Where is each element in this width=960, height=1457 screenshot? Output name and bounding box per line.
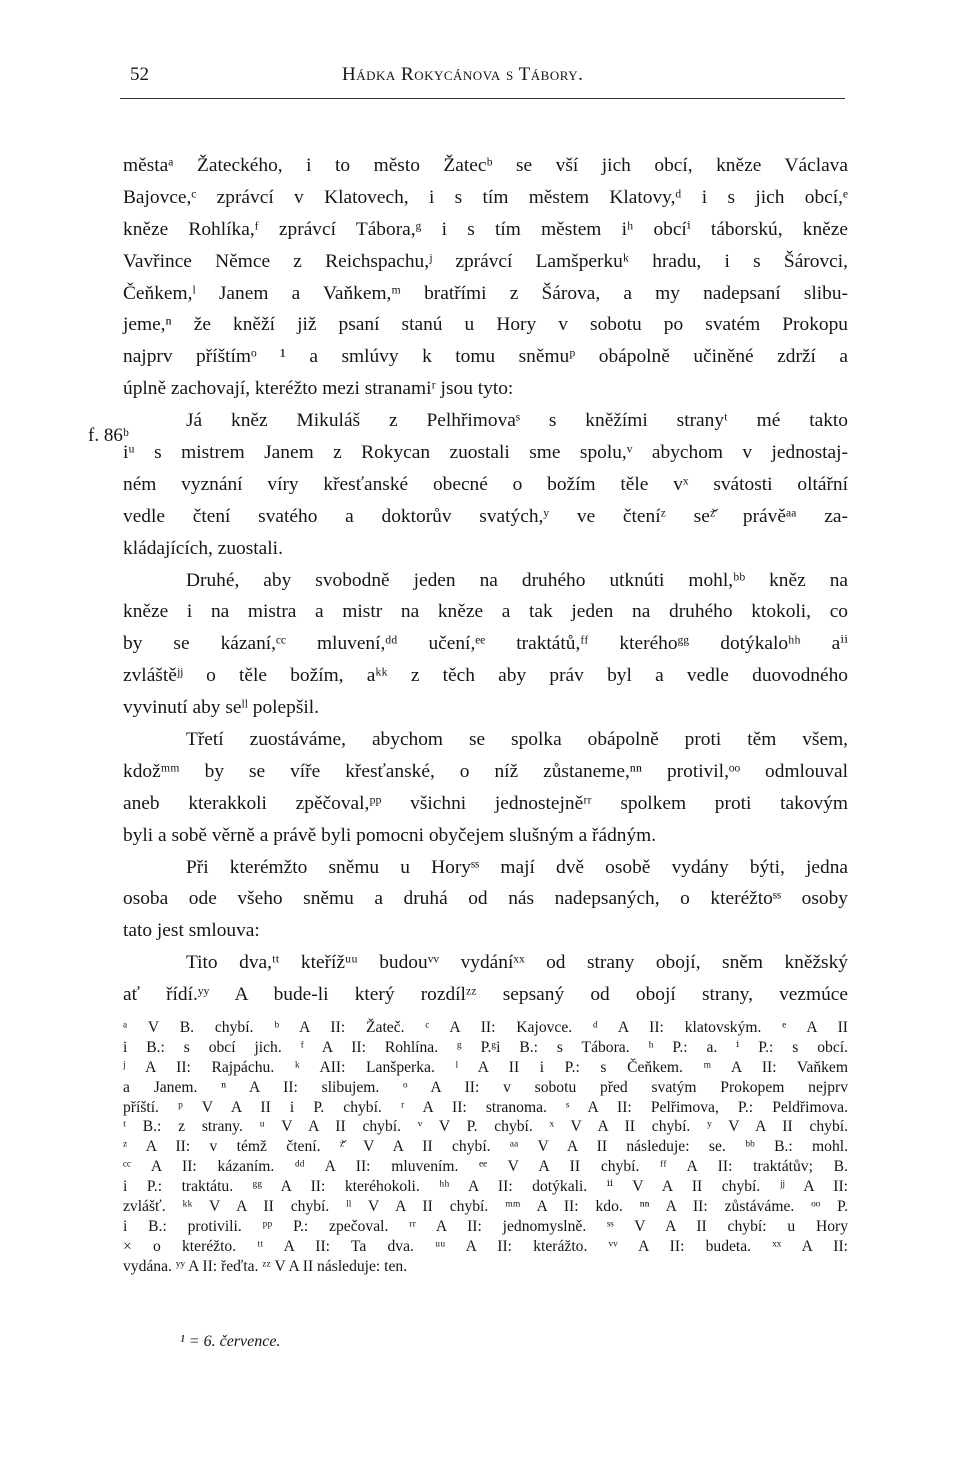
- body-line: zvláštěʲʲ o těle božím, aᵏᵏ z těch aby práv byl a vedle duovodného: [123, 665, 848, 687]
- body-line: kdožᵐᵐ by se víře křesťanské, o níž zůstaneme,ⁿⁿ protivil,ᵒᵒ odmlouval: [123, 760, 848, 782]
- footnote-line: i P.: traktátu. ᵍᵍ A II: kteréhokoli. ʰʰ A II: dotýkali. ⁱⁱ V A II chybí. ʲʲ A II:: [123, 1178, 848, 1196]
- footnote-line: i B.: protivili. ᵖᵖ P.: zpečoval. ʳʳ A II: jednomyslně. ˢˢ V A II chybí: u Hory: [123, 1217, 848, 1235]
- footnotes: [123, 1018, 848, 1277]
- footnote-line: ᶻ A II: v témž čtení. ᶻ̌ V A II chybí. ᵃᵃ V A II následuje: se. ᵇᵇ B.: mohl.: [123, 1138, 848, 1156]
- margin-folio-note: f. 86ᵇ: [88, 425, 129, 446]
- footnote-line: i B.: s obcí jich. ᶠ A II: Rohlína. ᵍ P.ᵍi B.: s Tábora. ʰ P.: a. ⁱ P.: s obcí.: [123, 1038, 848, 1056]
- body-line: najprv příštímᵒ ¹ a smlúvy k tomu sněmuᵖ obápolně učiněné zdrží a: [123, 346, 848, 368]
- body-line: tato jest smlouva:: [123, 920, 260, 942]
- body-line: Já kněz Mikuláš z Pelhřimovaˢ s kněžími stranyᵗ mé takto: [186, 410, 848, 432]
- header-rule: [120, 98, 845, 99]
- body-line: kněze i na mistra a mistr na kněze a tak jeden na druhého ktokoli, co: [123, 601, 848, 623]
- body-line: kněze Rohlíka,ᶠ zprávcí Tábora,ᵍ i s tím městem iʰ obcíⁱ táborskú, kněze: [123, 218, 848, 240]
- body-line: osoba ode všeho sněmu a druhá od nás nadepsaných, o kteréžtoˢˢ osoby: [123, 888, 848, 910]
- footnote-line: zvlášť. ᵏᵏ V A II chybí. ˡˡ V A II chybí. ᵐᵐ A II: kdo. ⁿⁿ A II: zůstáváme. ᵒᵒ P.: [123, 1198, 848, 1216]
- footnote-line: × o kteréžto. ᵗᵗ A II: Ta dva. ᵘᵘ A II: kterážto. ᵛᵛ A II: budeta. ˣˣ A II:: [123, 1237, 848, 1255]
- body-line: vyvinutí aby seˡˡ polepšil.: [123, 697, 320, 719]
- footnote-line: ʲ A II: Rajpáchu. ᵏ AII: Lanšperka. ˡ A II i P.: s Čeňkem. ᵐ A II: Vaňkem: [123, 1058, 848, 1076]
- body-line: iᵘ s mistrem Janem z Rokycan zuostali sme spolu,ᵛ abychom v jednostaj-: [123, 442, 848, 464]
- body-line: městaᵃ Žateckého, i to město Žatecᵇ se vší jich obcí, kněze Václava: [123, 155, 848, 176]
- footnote-line: příští. ᵖ V A II i P. chybí. ʳ A II: stranoma. ˢ A II: Pelřimova, P.: Peldřimova.: [123, 1098, 848, 1116]
- body-line: Vavřince Němce z Reichspachu,ʲ zprávcí Lamšperkuᵏ hradu, i s Šárovci,: [123, 250, 848, 272]
- date-footnote: ¹ = 6. července.: [180, 1333, 281, 1350]
- body-line: by se kázaní,ᶜᶜ mluvení,ᵈᵈ učení,ᵉᵉ traktátů,ᶠᶠ kteréhoᵍᵍ dotýkaloʰʰ aⁱⁱ: [123, 633, 848, 655]
- body-line: kládajících, zuostali.: [123, 537, 283, 559]
- footnote-line: ᵃ V B. chybí. ᵇ A II: Žateč. ᶜ A II: Kajovce. ᵈ A II: klatovským. ᵉ A II: [123, 1019, 848, 1036]
- body-line: Bajovce,ᶜ zprávcí v Klatovech, i s tím městem Klatovy,ᵈ i s jich obcí,ᵉ: [123, 186, 848, 208]
- body-line: vedle čtení svatého a doktorův svatých,ʸ ve čteníᶻ seᶻ̌ právěᵃᵃ za-: [123, 505, 848, 527]
- page-number: 52: [130, 64, 149, 85]
- footnote-line: a Janem. ⁿ A II: slibujem. ᵒ A II: v sobotu před svatým Prokopem nejprv: [123, 1078, 848, 1096]
- body-line: byli a sobě věrně a právě byli pomocni obyčejem slušným a řádným.: [123, 824, 657, 846]
- body-line: úplně zachovají, kteréžto mezi stranamiʳ jsou tyto:: [123, 378, 514, 400]
- footnote-line: ᵗ B.: z strany. ᵘ V A II chybí. ᵛ V P. chybí. ˣ V A II chybí. ʸ V A II chybí.: [123, 1118, 848, 1136]
- body-line: ném vyznání víry křesťanské obecné o božím těle vˣ svátosti oltářní: [123, 473, 848, 495]
- footnote-line: ᶜᶜ A II: kázaním. ᵈᵈ A II: mluvením. ᵉᵉ V A II chybí. ᶠᶠ A II: traktátův; B.: [123, 1158, 848, 1176]
- body-line: jeme,ⁿ že kněží již psaní stanú u Hory v sobotu po svatém Prokopu: [123, 314, 848, 336]
- body-line: Třetí zuostáváme, abychom se spolka obápolně proti těm všem,: [186, 729, 848, 751]
- body-line: Druhé, aby svobodně jeden na druhého utknúti mohl,ᵇᵇ kněz na: [186, 569, 848, 591]
- running-title: Hádka Rokycánova s Tábory.: [342, 64, 584, 85]
- body-line: Při kterémžto sněmu u Horyˢˢ mají dvě osobě vydány býti, jedna: [186, 856, 848, 878]
- footnote-line: vydána. ʸʸ A II: řeďta. ᶻᶻ V A II následuje: ten.: [123, 1257, 408, 1275]
- page-header: [120, 62, 850, 92]
- body-line: Čeňkem,ˡ Janem a Vaňkem,ᵐ bratřími z Šárova, a my nadepsaní slibu-: [123, 282, 848, 304]
- body-line: Tito dva,ᵗᵗ kteřížᵘᵘ budouᵛᵛ vydáníˣˣ od strany obojí, sněm kněžský: [186, 952, 848, 974]
- body-line: ať řídí.ʸʸ A bude-li který rozdílᶻᶻ sepsaný od obojí strany, vezmúce: [123, 984, 848, 1006]
- body-text: [123, 150, 848, 1011]
- body-line: aneb kterakkoli zpěčoval,ᵖᵖ všichni jednostejněʳʳ spolkem proti takovým: [123, 792, 848, 814]
